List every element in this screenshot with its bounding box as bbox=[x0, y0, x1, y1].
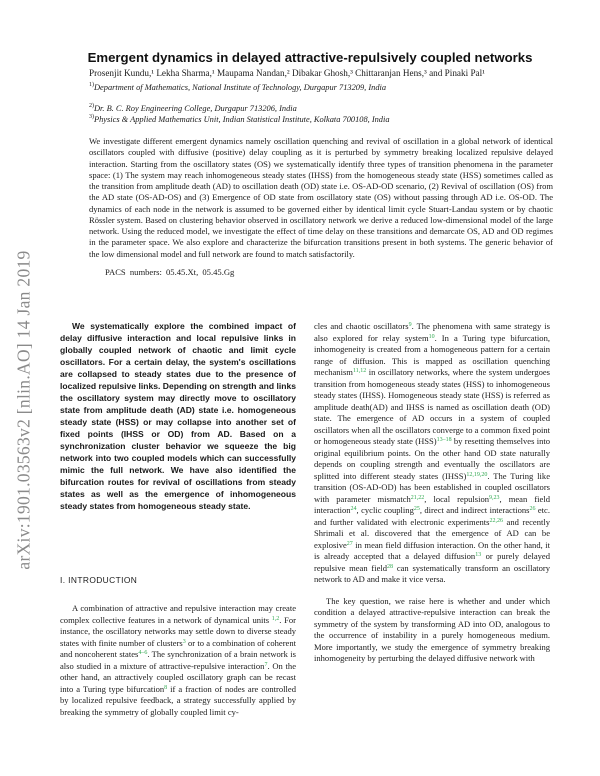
citation-ref[interactable]: 22,26 bbox=[489, 517, 503, 524]
citation-ref[interactable]: 10 bbox=[428, 333, 435, 340]
intro-paragraph-2: The key question, we raise here is whether and under which condition a delayed attractive-repulsive interaction can break the symmetry of the system by transforming AD into OD, analogous to the occurrence of instability in a purely homogeneous medium. More importantly, we study the emergence of symmetry breaking inhomogeneity by perturbing the delayed diffusive network with bbox=[314, 595, 550, 663]
arxiv-watermark bbox=[6, 200, 42, 620]
citation-ref[interactable]: 4–6 bbox=[138, 650, 148, 656]
citation-ref[interactable]: 7 bbox=[264, 661, 268, 668]
citation-ref[interactable]: 13–18 bbox=[436, 437, 452, 443]
citation-ref[interactable]: 21,22 bbox=[410, 494, 425, 501]
intro-paragraph-1: A combination of attractive and repulsive interaction may create complex collective features in a network of dynamical units $^{1,2}$. For instance, the oscillatory networks may settle down to diverse steady states with finite number of clusters$^3$ or to a combination of coherent and noncoherent states$^{4-6}$. The synchronization of a brain network is also studied in a mixture of attractive-repulsive interaction$^7$. On the other hand, an attractively coupled oscillatory graph can be recast into a Turing type bifurcation$^8$ if a fraction of nodes are controlled by localized repulsive feedback, a strategy successfully applied by breaking the symmetry of globally coupled limit cy- bbox=[60, 603, 296, 717]
citation-ref[interactable]: 9,23 bbox=[489, 494, 500, 501]
paper-title: Emergent dynamics in delayed attractive-repulsively coupled networks bbox=[87, 50, 533, 65]
affiliation-3: $^{3)}$Physics & Applied Mathematics Unit, Indian Statistical Institute, Kolkata 700108, India bbox=[89, 114, 390, 124]
citation-ref[interactable]: 8 bbox=[164, 684, 168, 691]
citation-ref[interactable]: 24 bbox=[350, 506, 357, 512]
citation-ref[interactable]: 13 bbox=[475, 552, 482, 558]
citation-ref[interactable]: 25 bbox=[413, 506, 420, 512]
lead-paragraph bbox=[60, 320, 296, 512]
intro-column-left bbox=[60, 603, 296, 718]
citation-ref[interactable]: 27 bbox=[346, 540, 353, 547]
author-list: Prosenjit Kundu,¹ Lekha Sharma,¹ Maupama Nandan,² Dibakar Ghosh,³ Chittaranjan Hens,³ and Pinaki Pal¹ bbox=[89, 68, 485, 78]
affiliation-2: $^{2)}$Dr. B. C. Roy Engineering College, Durgapur 713206, India bbox=[89, 103, 297, 113]
citation-ref[interactable]: 28 bbox=[387, 563, 394, 570]
arxiv-id: arXiv:1901.03563v2 [nlin.AO] 14 Jan 2019 bbox=[13, 250, 34, 570]
section-heading: I. INTRODUCTION bbox=[60, 575, 138, 585]
lead-paragraph-text: We systematically explore the combined impact of delay diffusive interaction and local repulsive links in globally coupled network of chaotic and limit cycle oscillators. For a certain delay, the system's oscillations are collapsed to steady states due to the presence of localized repulsive links. Depending on strength and links the oscillatory system may directly move to oscillatory state from amplitude death (AD) state i.e. homogeneous steady state (HSS) or may collapse into another set of fixed points (IHSS or OD) from AD. Based on a synchronization cluster behavior we squeeze the big network into two coupled models which can successfully mimic the full network. We have also identified the bifurcation routes for revival of oscillations from steady states as well as the emergence of inhomogeneous steady states from homogeneous steady state. bbox=[60, 321, 296, 511]
intro-paragraph-1-continued: cles and chaotic oscillators$^9$. The phenomena with same strategy is also explored for relay system$^{10}$. In a Turing type bifurcation, inhomogeneity is created from a homogeneous pattern for a certain range of diffusion. This is mapped as oscillation quenching mechanism$^{11,12}$ in oscillatory networks, where the system undergoes transition from homogeneous steady states (HSS) to inhomogeneous steady states (IHSS). Homogeneous steady state (HSS) is referred as amplitude death(AD) and IHSS is named as oscillation death (OD) state. The emergence of AD occurs in a system of coupled oscillators when all the oscillators converge to a common fixed point or homogeneous steady state (HSS)$^{13-18}$ by resetting themselves into original equilibrium points. On the other hand OD state naturally depends on coupling strength and eventually the oscillators are splitted into different steady states (IHSS)$^{12,19,20}$. The Turing like transition (OS-AD-OD) has been established in coupled oscillators with parameter mismatch$^{21,22}$, local repulsion$^{9,23}$, mean field interaction$^{24}$, cyclic coupling$^{25}$, direct and indirect interactions$^{26}$ etc. and further validated with electronic experiments$^{22,26}$ and recently Shrimali et al. discovered that the emergence of AD can be explosive$^{27}$ in mean field diffusion interaction. On the other hand, it is already accepted that a delayed diffusion$^{13}$ or purely delayed repulsive mean field$^{28}$ can systematically transform an oscillatory network to AD and make it vice versa. bbox=[314, 321, 551, 584]
citation-ref[interactable]: 9 bbox=[408, 322, 412, 328]
citation-ref[interactable]: 1,2 bbox=[271, 615, 280, 622]
citation-ref[interactable]: 12,19,20 bbox=[466, 471, 488, 478]
abstract: We investigate different emergent dynamics namely oscillation quenching and revival of oscillation in a global network of identical oscillators coupled with diffusive (positive) delay coupling as it is perturbed by symmetry breaking localized repulsive delayed interaction. Starting from the oscillatory states (OS) we systematically identify three types of transition phenomena in the parameter space: (1) The system may reach inhomogeneous steady states (IHSS) from the homogeneous steady state (HSS) sometimes called as the transition from amplitude death (AD) to oscillation death (OD) state i.e. OS-AD-OD scenario, (2) Revival of oscillation (OS) from the AD state (OS-AD-OS) and (3) Emergence of OD state from oscillatory state (OS) without passing through AD i.e. OS-OD. The dynamics of each node in the network is assumed to be governed either by identical limit cycle Stuart-Landau system or by chaotic Rössler system. Based on clustering behavior observed in oscillatory network we derive a reduced low-dimensional model of the large network. Using the reduced model, we investigate the effect of time delay on these transitions and demarcate OS, AD and OD regimes in the parameter space. We also explore and characterize the bifurcation transitions present in both systems. The generic behavior of the low dimensional model and full network are found to match satisfactorily. bbox=[89, 136, 553, 259]
pacs-numbers: PACS numbers: 05.45.Xt, 05.45.Gg bbox=[105, 267, 235, 277]
citation-ref[interactable]: 11,12 bbox=[352, 368, 367, 374]
affiliation-1: $^{1)}$Department of Mathematics, National Institute of Technology, Durgapur 713209, India bbox=[89, 82, 387, 92]
intro-column-right bbox=[314, 321, 550, 665]
citation-ref[interactable]: 26 bbox=[529, 506, 536, 512]
citation-ref[interactable]: 3 bbox=[182, 638, 186, 645]
